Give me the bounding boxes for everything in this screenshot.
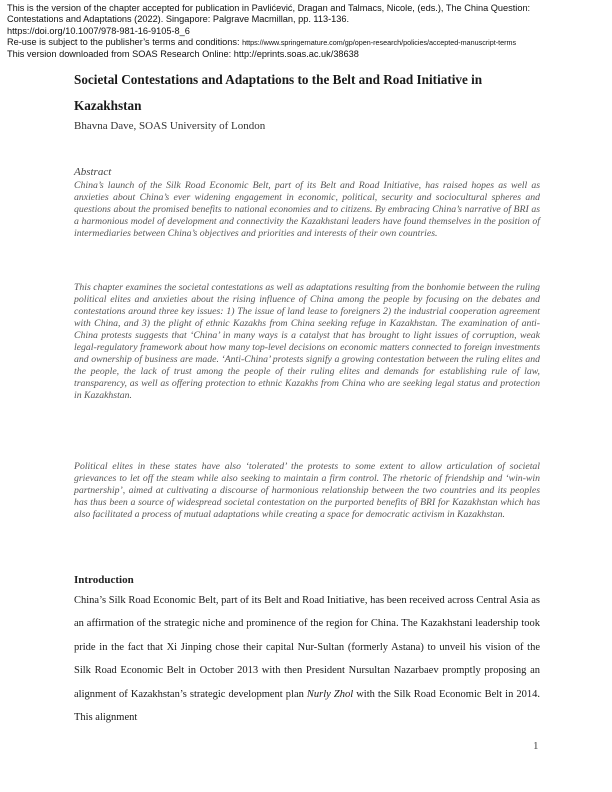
intro-text-start: China’s Silk Road Economic Belt, part of its Belt and Road Initiative, has been received across Central Asia as an affirmation of the strategic niche and prominence of the region for China. The Kazakhstani leadership took pride in the fact that Xi Jinping chose their capital Nur-Sultan (formerly Astana) to unveil his vision of the Silk Road Economic Belt in October 2013 with then President Nursultan Nazarbaev promptly proposing an alignment of Kazakhstan’s strategic development plan xyxy=(74,595,540,700)
notice-line-download: This version downloaded from SOAS Research Online: http://eprints.soas.ac.uk/38638 xyxy=(7,48,359,59)
intro-text-italic: Nurly Zhol xyxy=(306,688,354,700)
abstract-paragraph-3: Political elites in these states have also ‘tolerated’ the protests to some extent to allow articulation of societal grievances to let off the steam while also seeking to maintain a firm control. The rhetoric of friendship and ‘win-win partnership’, aimed at cultivating a discourse of harmonious relationship between the two countries and its peoples has thus been a source of widespread societal contestation on the purported benefits of BRI for Kazakhstan which has also facilitated a process of mutual adaptations while creating a space for democratic activism in Kazakhstan. xyxy=(74,461,540,520)
reuse-terms-link[interactable]: https://www.springernature.com/gp/open-research/policies/accepted-manuscript-terms xyxy=(242,38,517,48)
title-line-2: Kazakhstan xyxy=(74,98,142,113)
reuse-label: Re-use is subject to the publisher’s terms and conditions: xyxy=(7,37,243,48)
abstract-paragraph-2: This chapter examines the societal contestations as well as adaptations resulting from the bonhomie between the ruling political elites and anxieties about the rising influence of China among the people by focusing on the debates and contestations around three key issues: 1) The issue of land lease to foreigners 2) the industrial cooperation agreement with China, and 3) the plight of ethnic Kazakhs from China seeking refuge in Kazakhstan. The examination of anti-China protests suggests that ‘China’ in many ways is a catalyst that has brought to light issues of corruption, weak legal-regulatory framework about how many top-level decisions on economic matters connected to foreign investments and ownership of business are made. ‘Anti-China’ protests signify a growing contestation between the ruling elites and the people, the lack of trust among the people of their ruling elites and demands for establishing rule of law, transparency, as well as offering protection to ethnic Kazakhs from China who are seeking legal status and protection in Kazakhstan. xyxy=(74,282,540,401)
notice-line-citation: This is the version of the chapter accepted for publication in Pavlićević, Dragan and Talmacs, Nicole, (eds.), The China Question: xyxy=(7,3,531,13)
doi-link[interactable]: https://doi.org/10.1007/978-981-16-9105-8_6 xyxy=(7,25,190,36)
title-line-1: Societal Contestations and Adaptations to the Belt and Road Initiative in xyxy=(74,72,483,87)
notice-line-publisher: Contestations and Adaptations (2022). Singapore: Palgrave Macmillan, pp. 113-136. xyxy=(7,14,350,25)
intro-text-end: with the Silk Road Economic Belt in 2014. This alignment xyxy=(74,688,540,724)
notice-line-reuse xyxy=(7,37,607,48)
page-number: 1 xyxy=(533,740,539,752)
author-line: Bhavna Dave, SOAS University of London xyxy=(74,120,266,132)
paper-title xyxy=(74,67,544,119)
abstract-paragraph-1: China’s launch of the Silk Road Economic Belt, part of its Belt and Road Initiative, has raised hopes as well as anxieties about China’s ever widening engagement in economic, political, security and sociocultural spheres and questions about the promised benefits to national economies and to citizens. By embracing China’s narrative of BRI as a harmonious model of development and connectivity the Kazakhstani leaders have found themselves in the position of intermediaries between China’s objectives and priorities and interests of their own countries. xyxy=(74,180,540,239)
introduction-heading: Introduction xyxy=(74,574,134,586)
introduction-paragraph xyxy=(74,589,540,729)
publication-notice xyxy=(7,3,607,60)
abstract-heading: Abstract xyxy=(74,166,112,178)
